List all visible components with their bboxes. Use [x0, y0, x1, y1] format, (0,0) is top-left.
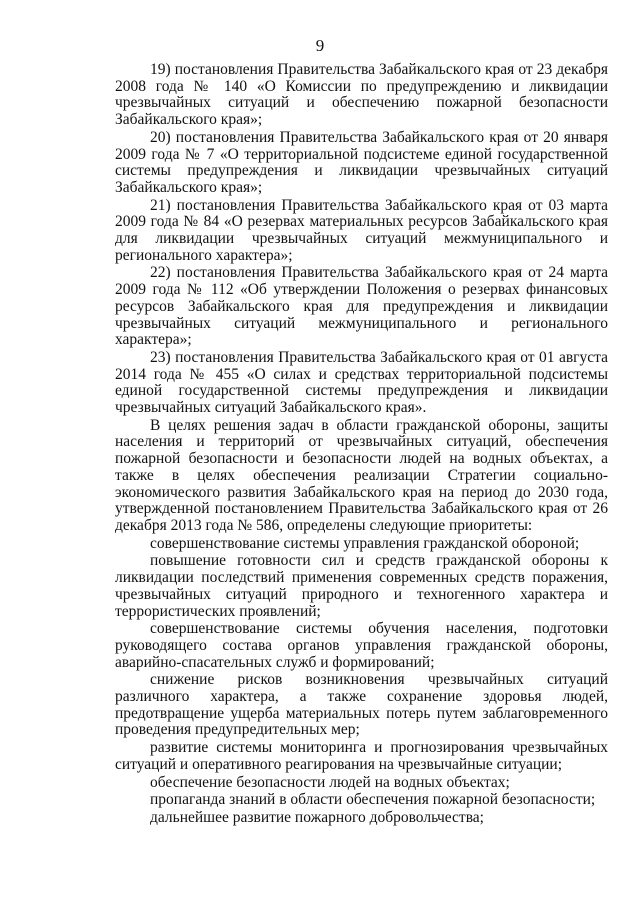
page-number: 9: [315, 36, 325, 55]
priority-item: повышение готовности сил и средств гражданской обороны к ликвидации последствий применения современных средств поражения, чрезвычайных ситуаций природного и техногенного характера и террористических проявлений;: [115, 552, 608, 620]
document-body: [115, 62, 608, 828]
priority-item: дальнейшее развитие пожарного добровольчества;: [150, 808, 484, 826]
priority-item: обеспечение безопасности людей на водных объектах;: [150, 773, 510, 791]
priorities-intro-paragraph: В целях решения задач в области гражданской обороны, защиты населения и территорий от чрезвычайных ситуаций, обеспечения пожарной безопасности и безопасности людей на водных объектах, а также в целях обеспечения реализации Стратегии социально-экономического развития Забайкальского края на период до 2030 года, утвержденной постановлением Правительства Забайкальского края от 26 декабря 2013 года № 586, определены следующие приоритеты:: [115, 416, 608, 534]
list-item-23: 23) постановления Правительства Забайкальского края от 01 августа 2014 года № 455 «О силах и средствах территориальной подсистемы единой государственной системы предупреждения и ликвидации чрезвычайных ситуаций Забайкальского края».: [115, 348, 608, 417]
priority-item: пропаганда знаний в области обеспечения пожарной безопасности;: [150, 791, 596, 809]
list-item-21: 21) постановления Правительства Забайкальского края от 03 марта 2009 года № 84 «О резервах материальных ресурсов Забайкальского края для ликвидации чрезвычайных ситуаций межмуниципального и регионального характера»;: [115, 196, 608, 264]
priority-item: снижение рисков возникновения чрезвычайных ситуаций различного характера, а также сохранение здоровья людей, предотвращение ущерба материальных потерь путем заблаговременного проведения предупредительных мер;: [115, 671, 608, 739]
priority-item: совершенствование системы обучения населения, подготовки руководящего состава органов управления гражданской обороны, аварийно-спасательных служб и формирований;: [115, 620, 608, 671]
priority-item: совершенствование системы управления гражданской обороной;: [150, 534, 580, 552]
list-item-20: 20) постановления Правительства Забайкальского края от 20 января 2009 года № 7 «О территориальной подсистеме единой государственной системы предупреждения и ликвидации чрезвычайных ситуаций Забайкальского края»;: [115, 128, 608, 196]
list-item-19: 19) постановления Правительства Забайкальского края от 23 декабря 2008 года № 140 «О Комиссии по предупреждению и ликвидации чрезвычайных ситуаций и обеспечению пожарной безопасности Забайкальского края»;: [115, 61, 608, 129]
list-item-22: 22) постановления Правительства Забайкальского края от 24 марта 2009 года № 112 «Об утверждении Положения о резервах финансовых ресурсов Забайкальского края для предупреждения и ликвидации чрезвычайных ситуаций межмуниципального и регионального характера»;: [115, 264, 608, 349]
priority-item: развитие системы мониторинга и прогнозирования чрезвычайных ситуаций и оперативного реагирования на чрезвычайные ситуации;: [115, 739, 608, 773]
